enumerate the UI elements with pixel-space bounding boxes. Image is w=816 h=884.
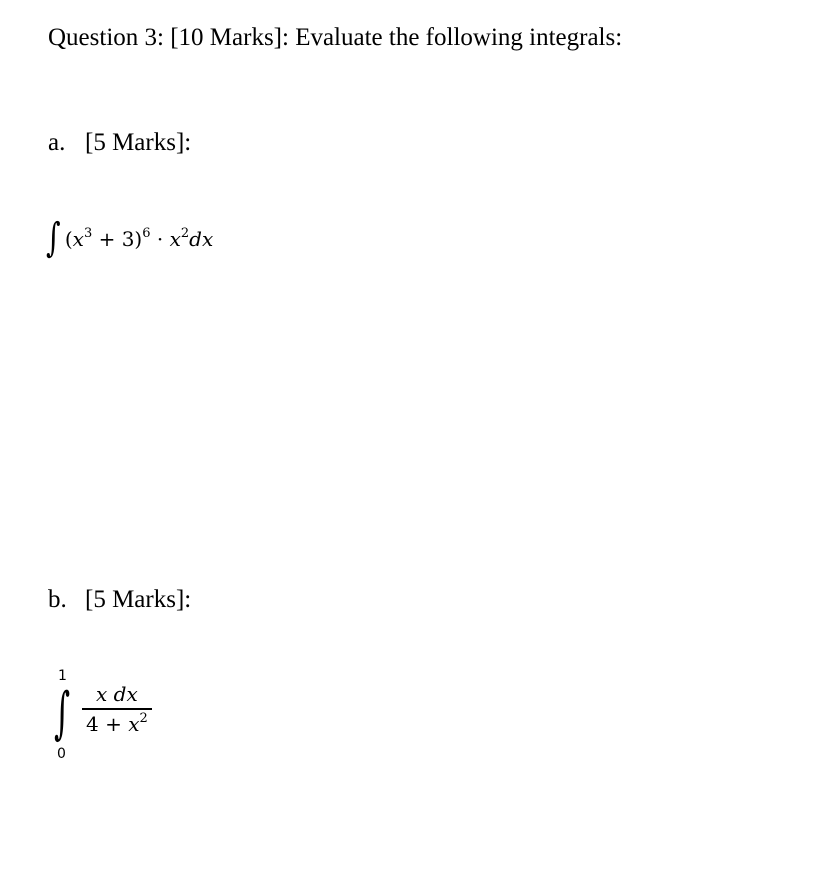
denominator-var: x xyxy=(128,711,140,736)
integral-a-dot: · xyxy=(150,227,170,251)
denominator-exponent: 2 xyxy=(139,710,148,726)
denominator-base: 4 + xyxy=(86,711,129,736)
part-a-marks: [5 Marks]: xyxy=(85,129,192,156)
part-a-label xyxy=(48,129,191,157)
fraction-numerator: x dx xyxy=(96,682,138,706)
part-b-letter: b. xyxy=(48,586,67,613)
part-a-letter: a. xyxy=(48,129,66,156)
integral-sign-icon: ∫ xyxy=(46,215,61,261)
question-title: Question 3: [10 Marks]: Evaluate the following integrals: xyxy=(48,24,623,51)
integral-a-factor-var: x xyxy=(169,227,181,251)
integrand-fraction xyxy=(82,682,152,736)
integral-a-inner-rest: + 3) xyxy=(92,227,143,251)
integral-a-var: x xyxy=(72,227,84,251)
integral-a-expression: $(x^3 + 3)^6 \cdot x^2dx$ xyxy=(64,226,214,251)
part-b-marks: [5 Marks]: xyxy=(85,586,192,613)
integral-b xyxy=(40,668,200,768)
lower-limit: 0 xyxy=(57,746,66,762)
integral-a-outer-exponent: 6 xyxy=(142,226,151,241)
definite-integral-sign-icon: ∫ xyxy=(54,681,71,746)
upper-limit: 1 xyxy=(58,668,67,684)
fraction-denominator xyxy=(82,710,152,736)
integral-a xyxy=(46,215,214,261)
integral-a-factor-exponent: 2 xyxy=(180,226,190,241)
integral-a-inner-exponent: 3 xyxy=(83,226,93,241)
integral-a-differential: dx xyxy=(189,227,214,251)
part-b-label xyxy=(48,586,191,614)
